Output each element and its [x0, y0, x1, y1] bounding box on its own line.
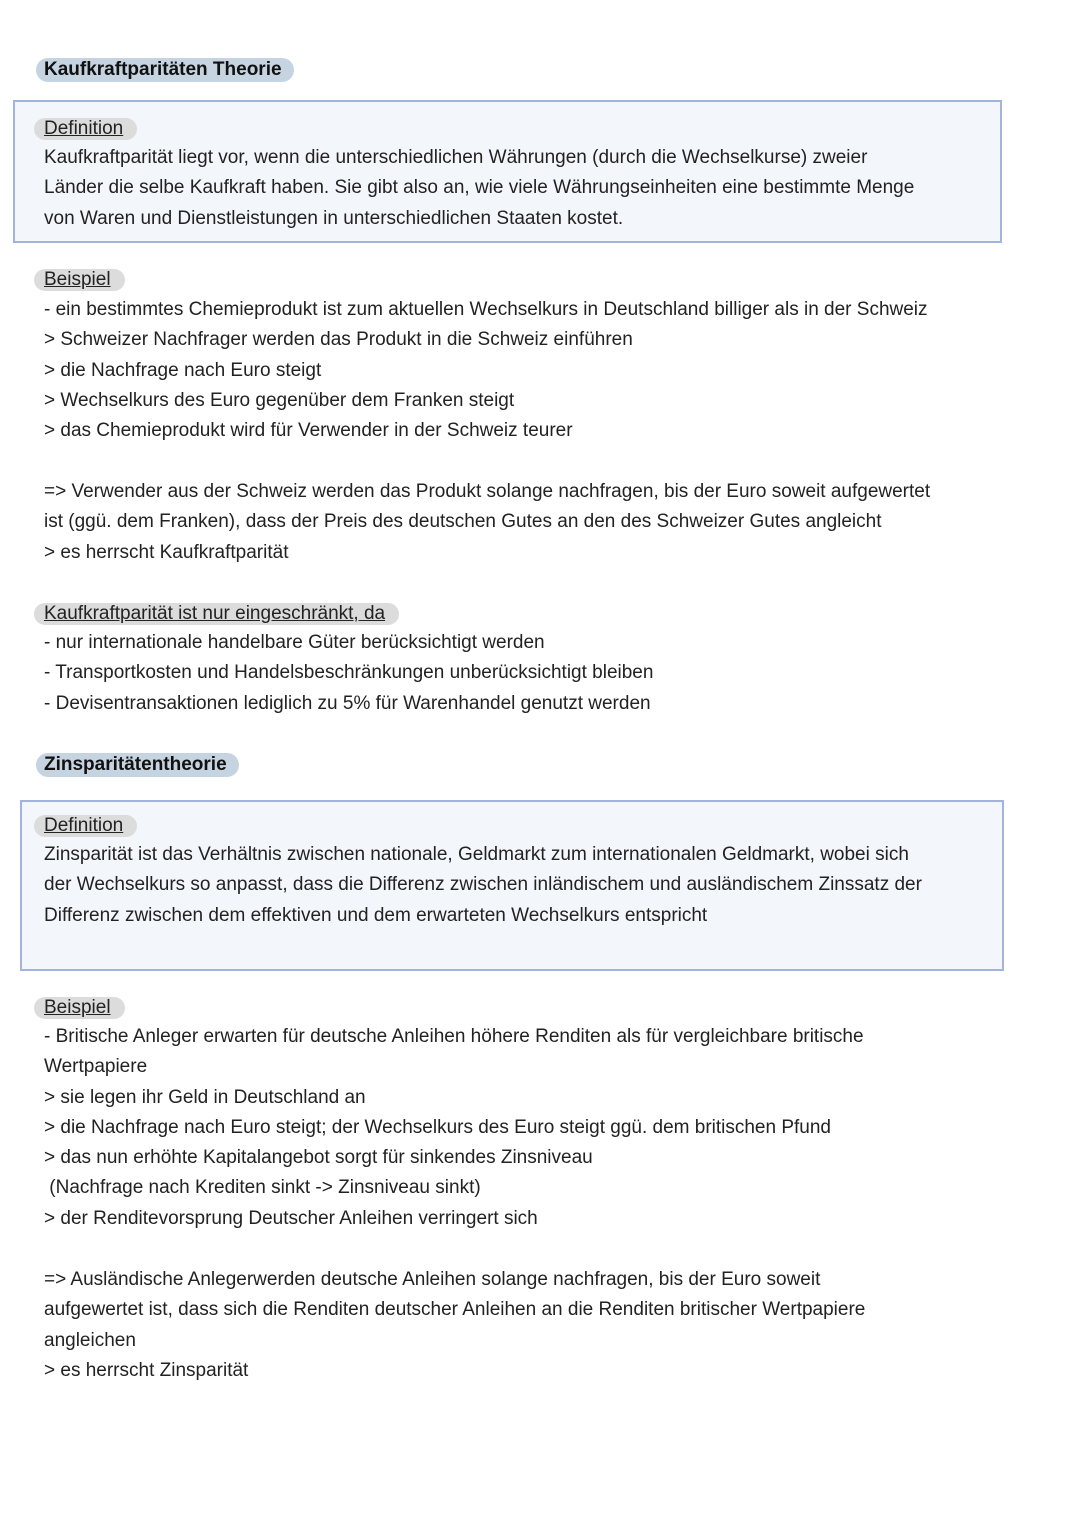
text-line: Länder die selbe Kaufkraft haben. Sie gibt also an, wie viele Währungseinheiten eine bestimmte Menge — [44, 177, 915, 199]
text-line: von Waren und Dienstleistungen in unterschiedlichen Staaten kostet. — [44, 207, 624, 229]
text-line: - Transportkosten und Handelsbeschränkungen unberücksichtigt bleiben — [44, 662, 654, 684]
text-line: Differenz zwischen dem effektiven und dem erwarteten Wechselkurs entspricht — [44, 904, 708, 926]
text-line: - Britische Anleger erwarten für deutsche Anleihen höhere Renditen als für vergleichbare britische — [44, 1026, 864, 1047]
text-line: (Nachfrage nach Krediten sinkt -> Zinsniveau sinkt) — [44, 1177, 481, 1199]
text-line: ist (ggü. dem Franken), dass der Preis des deutschen Gutes an den des Schweizer Gutes angleicht — [44, 511, 882, 533]
text-line: Kaufkraftparität liegt vor, wenn die unterschiedlichen Währungen (durch die Wechselkurse) zweier — [44, 147, 868, 168]
definition-label: Definition — [34, 815, 137, 837]
text-line: > es herrscht Kaufkraftparität — [44, 541, 289, 563]
limitation-text — [44, 628, 1004, 719]
definition-text-zinsparitaet — [44, 840, 1004, 931]
text-line: > die Nachfrage nach Euro steigt — [44, 359, 322, 381]
text-line: > es herrscht Zinsparität — [44, 1359, 249, 1381]
text-line: > sie legen ihr Geld in Deutschland an — [44, 1086, 366, 1108]
example-text-kaufkraftparitaet — [44, 295, 1004, 446]
text-line: der Wechselkurs so anpasst, dass die Differenz zwischen inländischem und ausländischem Zinssatz der — [44, 874, 922, 896]
text-line: - nur internationale handelbare Güter berücksichtigt werden — [44, 632, 545, 653]
example-text-zinsparitaet — [44, 1022, 1004, 1234]
text-line: > das nun erhöhte Kapitalangebot sorgt für sinkendes Zinsniveau — [44, 1147, 593, 1169]
text-line: > der Renditevorsprung Deutscher Anleihen verringert sich — [44, 1207, 538, 1229]
example-label: Beispiel — [34, 997, 125, 1019]
text-line: => Verwender aus der Schweiz werden das Produkt solange nachfragen, bis der Euro soweit aufgewertet — [44, 481, 931, 502]
text-line: Wertpapiere — [44, 1056, 148, 1078]
section-heading-kaufkraftparitaet: Kaufkraftparitäten Theorie — [36, 58, 294, 82]
text-line: > Schweizer Nachfrager werden das Produkt in die Schweiz einführen — [44, 329, 633, 351]
text-line: > Wechselkurs des Euro gegenüber dem Franken steigt — [44, 389, 515, 411]
text-line: => Ausländische Anlegerwerden deutsche Anleihen solange nachfragen, bis der Euro soweit — [44, 1269, 821, 1290]
text-line: angleichen — [44, 1329, 136, 1351]
text-line: - ein bestimmtes Chemieprodukt ist zum aktuellen Wechselkurs in Deutschland billiger als in der Schweiz — [44, 299, 928, 320]
section-heading-zinsparitaet: Zinsparitätentheorie — [36, 753, 239, 777]
definition-text-kaufkraftparitaet — [44, 143, 1004, 234]
example-label: Beispiel — [34, 269, 125, 291]
text-line: > die Nachfrage nach Euro steigt; der Wechselkurs des Euro steigt ggü. dem britischen Pfund — [44, 1116, 831, 1138]
text-line: aufgewertet ist, dass sich die Renditen deutscher Anleihen an die Renditen britischer Wertpapiere — [44, 1299, 866, 1321]
limitation-label: Kaufkraftparität ist nur eingeschränkt, da — [34, 603, 399, 625]
text-line: > das Chemieprodukt wird für Verwender in der Schweiz teurer — [44, 420, 573, 442]
definition-label: Definition — [34, 118, 137, 140]
conclusion-text-kaufkraftparitaet — [44, 477, 1004, 568]
conclusion-text-zinsparitaet — [44, 1265, 1004, 1386]
text-line: - Devisentransaktionen lediglich zu 5% für Warenhandel genutzt werden — [44, 692, 651, 714]
text-line: Zinsparität ist das Verhältnis zwischen nationale, Geldmarkt zum internationalen Geldmarkt, wobei sich — [44, 844, 909, 865]
